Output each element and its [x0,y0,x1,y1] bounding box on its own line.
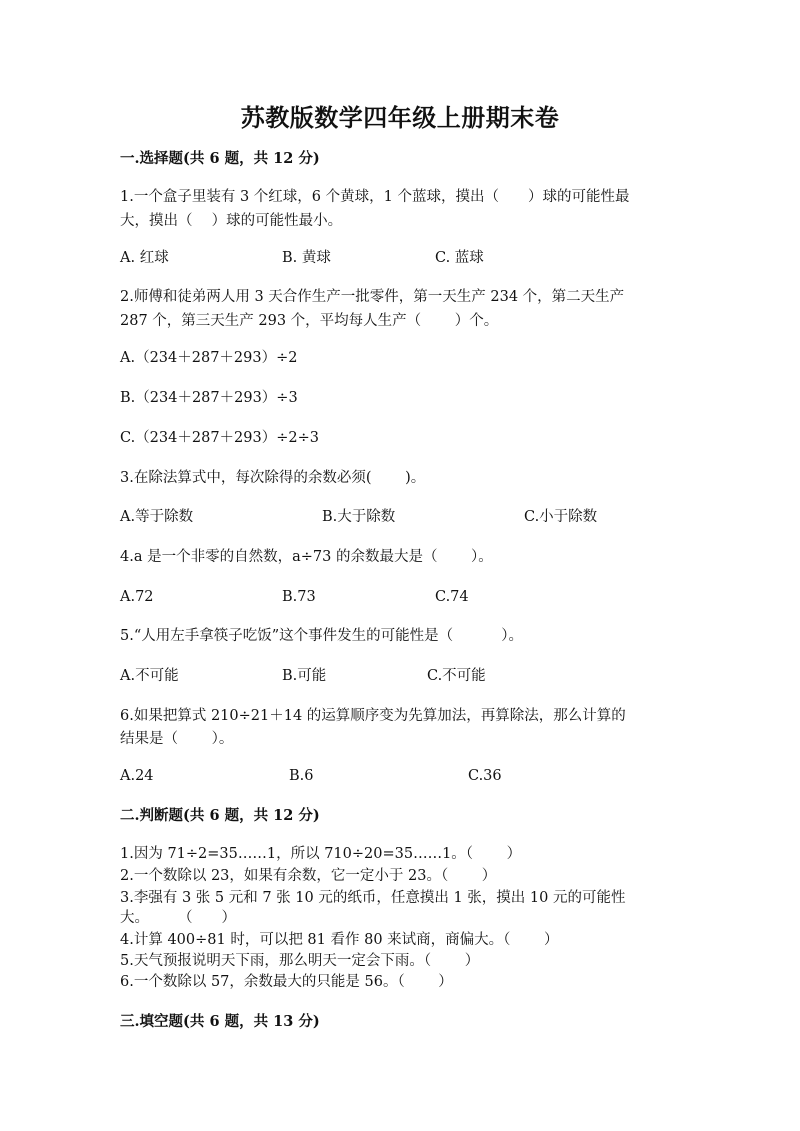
judgment-item-3-line-2: 大。 （ ） [120,910,236,926]
page-title: 苏教版数学四年级上册期末卷 [240,103,560,132]
judgment-item-6: 6.一个数除以 57，余数最大的只能是 56。（ ） [120,974,453,990]
judgment-item-2: 2.一个数除以 23，如果有余数，它一定小于 23。（ ） [120,868,497,884]
question-2-option-a: A.（234＋287＋293）÷2 [120,350,298,366]
question-2-line-2: 287 个，第三天生产 293 个，平均每人生产（ ）个。 [120,313,499,329]
question-1-option-a: A. 红球 [120,250,169,266]
judgment-item-4: 4.计算 400÷81 时，可以把 81 看作 80 来试商，商偏大。（ ） [120,932,559,948]
question-5-option-b: B.可能 [282,668,327,684]
question-6-line-2: 结果是（ ）。 [120,731,234,747]
question-1-line-1: 1.一个盒子里装有 3 个红球，6 个黄球，1 个蓝球，摸出（ ）球的可能性最 [120,189,630,205]
judgment-item-5: 5.天气预报说明天下雨，那么明天一定会下雨。（ ） [120,953,480,969]
question-4-line-1: 4.a 是一个非零的自然数，a÷73 的余数最大是（ ）。 [120,549,493,565]
question-6-option-a: A.24 [120,768,154,784]
question-4-option-b: B.73 [282,589,316,605]
section-heading-fill-in: 三.填空题(共 6 题，共 13 分) [120,1013,320,1030]
question-5-option-c: C.不可能 [427,668,486,684]
question-5-line-1: 5.“人用左手拿筷子吃饭”这个事件发生的可能性是（ ）。 [120,628,524,644]
question-1-line-2: 大，摸出（ ）球的可能性最小。 [120,213,343,229]
question-1-option-c: C. 蓝球 [435,250,484,266]
question-4-option-c: C.74 [435,589,469,605]
question-5-option-a: A.不可能 [120,668,179,684]
question-6-option-b: B.6 [289,768,314,784]
question-3-line-1: 3.在除法算式中，每次除得的余数必须( )。 [120,470,426,486]
question-3-option-b: B.大于除数 [322,509,396,525]
question-4-option-a: A.72 [120,589,154,605]
question-2-line-1: 2.师傅和徒弟两人用 3 天合作生产一批零件，第一天生产 234 个，第二天生产 [120,289,625,305]
section-heading-choice: 一.选择题(共 6 题，共 12 分) [120,150,320,167]
question-6-option-c: C.36 [468,768,502,784]
question-1-option-b: B. 黄球 [282,250,331,266]
judgment-item-1: 1.因为 71÷2=35……1，所以 710÷20=35……1。（ ） [120,846,522,862]
question-2-option-c: C.（234＋287＋293）÷2÷3 [120,430,319,446]
question-3-option-a: A.等于除数 [120,509,194,525]
section-heading-judgment: 二.判断题(共 6 题，共 12 分) [120,807,320,824]
question-2-option-b: B.（234＋287＋293）÷3 [120,390,298,406]
question-3-option-c: C.小于除数 [524,509,598,525]
judgment-item-3-line-1: 3.李强有 3 张 5 元和 7 张 10 元的纸币，任意摸出 1 张，摸出 10 元的可能性 [120,890,626,906]
question-6-line-1: 6.如果把算式 210÷21＋14 的运算顺序变为先算加法，再算除法，那么计算的 [120,708,626,724]
